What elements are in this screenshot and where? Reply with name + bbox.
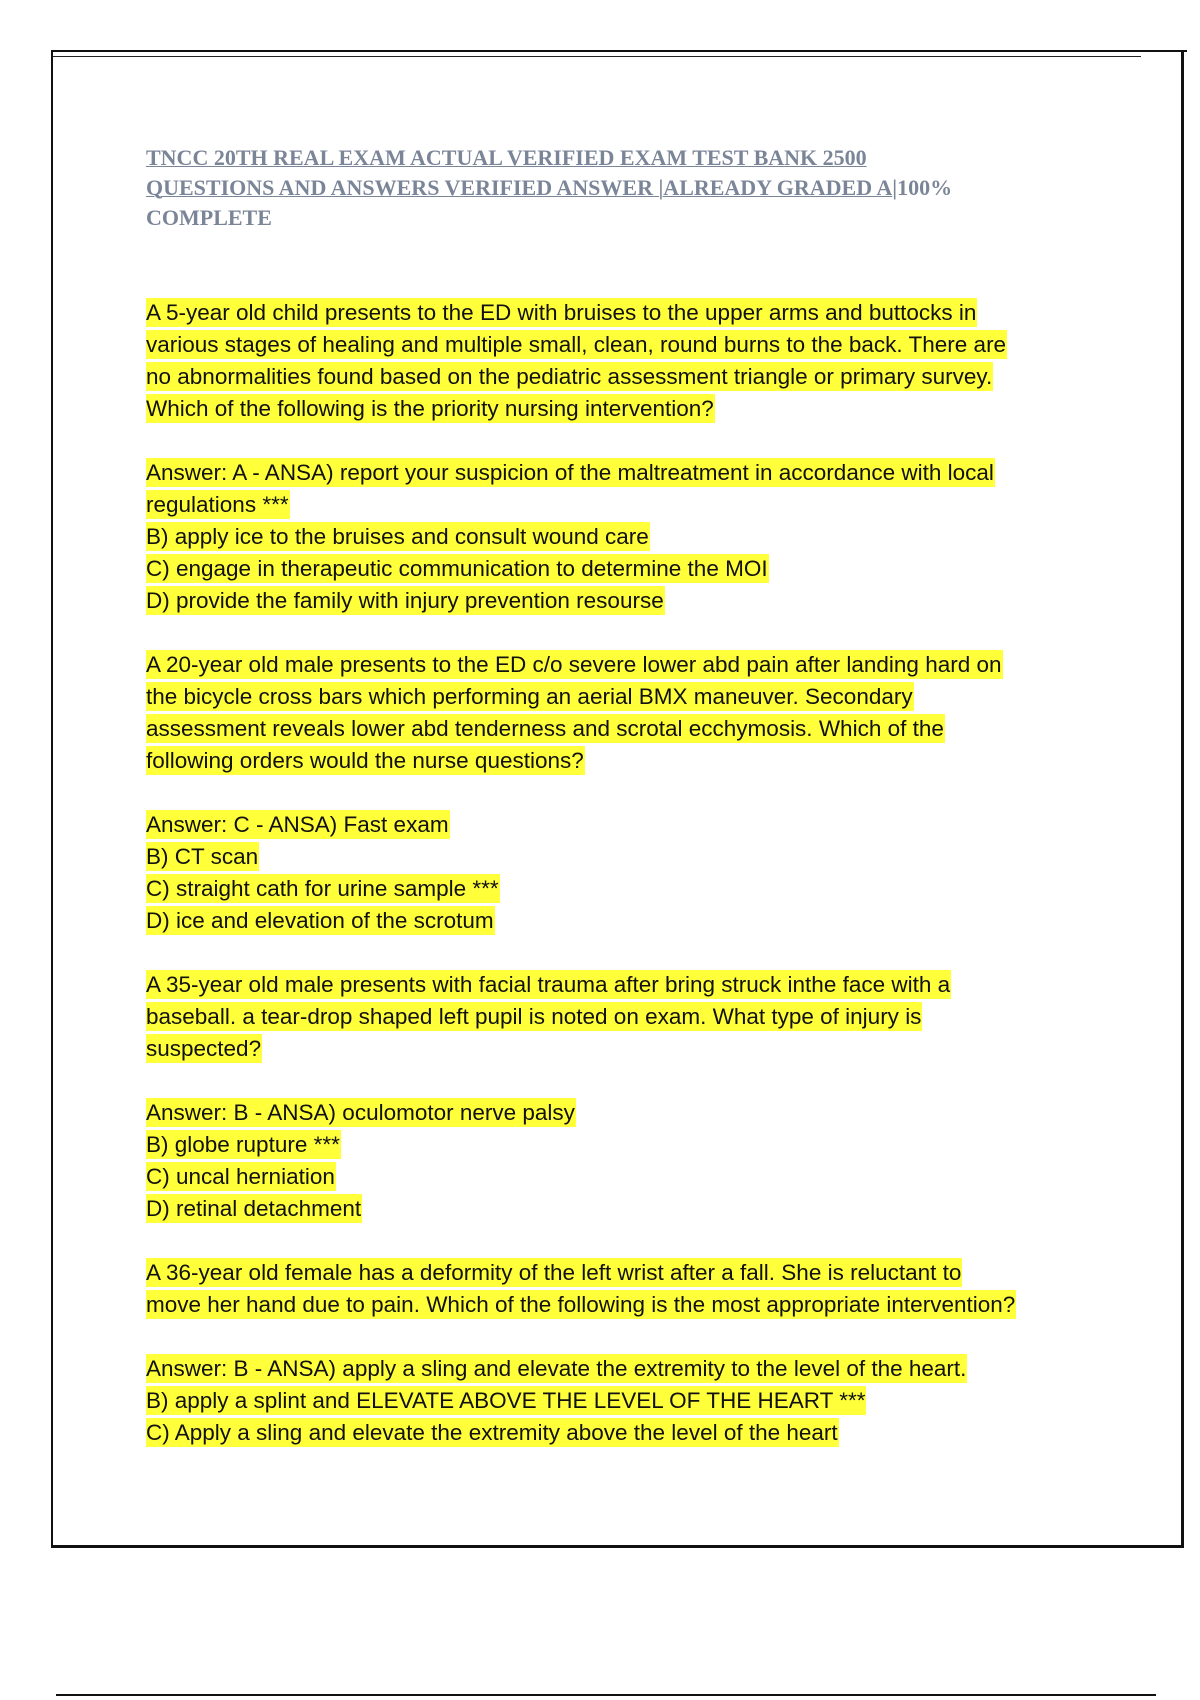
answer-line: B) globe rupture *** (146, 1132, 340, 1157)
answer-line: Answer: B - ANSA) apply a sling and elevate the extremity to the level of the heart. (146, 1356, 967, 1381)
question-line: assessment reveals lower abd tenderness and scrotal ecchymosis. Which of the (146, 716, 944, 741)
question-line: the bicycle cross bars which performing an aerial BMX maneuver. Secondary (146, 684, 913, 709)
question-list (146, 297, 1091, 1481)
answer-options (146, 1097, 1091, 1225)
question-line: A 20-year old male presents to the ED c/o severe lower abd pain after landing hard on (146, 652, 1002, 677)
answer-line: B) CT scan (146, 844, 259, 869)
answer-line: C) uncal herniation (146, 1164, 335, 1189)
question-line: baseball. a tear-drop shaped left pupil is noted on exam. What type of injury is (146, 1004, 922, 1029)
question-text (146, 297, 1091, 425)
question-line: following orders would the nurse questions? (146, 748, 584, 773)
question-line: A 35-year old male presents with facial trauma after bring struck inthe face with a (146, 972, 951, 997)
question-line: A 36-year old female has a deformity of the left wrist after a fall. She is reluctant to (146, 1260, 962, 1285)
answer-line: B) apply a splint and ELEVATE ABOVE THE LEVEL OF THE HEART *** (146, 1388, 866, 1413)
title-line: COMPLETE (146, 205, 272, 230)
answer-line: Answer: C - ANSA) Fast exam (146, 812, 449, 837)
answer-line: D) retinal detachment (146, 1196, 362, 1221)
answer-line: Answer: B - ANSA) oculomotor nerve palsy (146, 1100, 575, 1125)
question-text (146, 969, 1091, 1065)
answer-options (146, 809, 1091, 937)
document-title (146, 143, 1066, 233)
answer-line: D) ice and elevation of the scrotum (146, 908, 494, 933)
answer-options (146, 1353, 1091, 1449)
question-line: move her hand due to pain. Which of the following is the most appropriate intervention? (146, 1292, 1016, 1317)
question-line: A 5-year old child presents to the ED with bruises to the upper arms and buttocks in (146, 300, 977, 325)
question-line: various stages of healing and multiple small, clean, round burns to the back. There are (146, 332, 1007, 357)
title-line: TNCC 20TH REAL EXAM ACTUAL VERIFIED EXAM TEST BANK 2500 (146, 145, 867, 170)
title-line: QUESTIONS AND ANSWERS VERIFIED ANSWER |ALREADY GRADED A (146, 175, 893, 200)
question-line: no abnormalities found based on the pediatric assessment triangle or primary survey. (146, 364, 993, 389)
answer-line: C) engage in therapeutic communication to determine the MOI (146, 556, 768, 581)
answer-line: C) Apply a sling and elevate the extremity above the level of the heart (146, 1420, 838, 1445)
answer-line: C) straight cath for urine sample *** (146, 876, 499, 901)
question-text (146, 1257, 1091, 1321)
answer-line: Answer: A - ANSA) report your suspicion of the maltreatment in accordance with local (146, 460, 994, 485)
question-line: suspected? (146, 1036, 262, 1061)
question-line: Which of the following is the priority nursing intervention? (146, 396, 714, 421)
answer-options (146, 457, 1091, 617)
answer-line: B) apply ice to the bruises and consult wound care (146, 524, 649, 549)
bottom-footer-rule (56, 1694, 1156, 1696)
question-text (146, 649, 1091, 777)
answer-line: regulations *** (146, 492, 289, 517)
title-line-suffix: |100% (892, 175, 953, 200)
answer-line: D) provide the family with injury prevention resourse (146, 588, 664, 613)
